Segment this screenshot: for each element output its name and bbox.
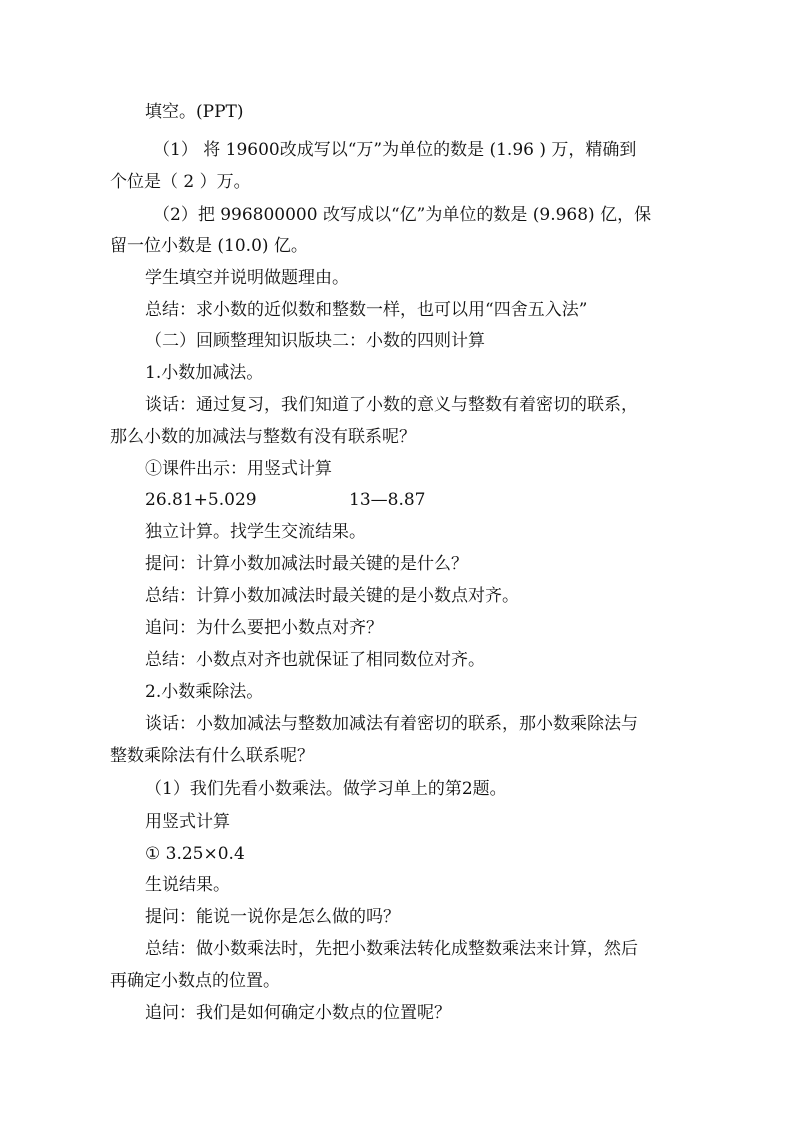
paragraph-independent-calc: 独立计算。找学生交流结果。 — [145, 522, 366, 542]
paragraph-question-key: 提问：计算小数加减法时最关键的是什么？ — [145, 554, 468, 574]
paragraph-summary-digit: 总结：小数点对齐也就保证了相同数位对齐。 — [145, 650, 485, 670]
paragraph-talk-1-line-2: 那么小数的加减法与整数有没有联系呢？ — [110, 427, 416, 447]
question-1-line-2: 个位是（ 2 ）万。 — [110, 172, 251, 192]
paragraph-student-fill: 学生填空并说明做题理由。 — [145, 268, 349, 288]
paragraph-question-how: 提问：能说一说你是怎么做的吗？ — [145, 907, 400, 927]
paragraph-talk-2-line-1: 谈话：小数加减法与整数加减法有着密切的联系，那小数乘除法与 — [145, 714, 638, 734]
expression-subtraction: 13—8.87 — [349, 490, 426, 510]
question-1-line-1: （1） 将 19600改成写以“万”为单位的数是 (1.96 ) 万，精确到 — [153, 140, 637, 160]
expression-addition: 26.81+5.029 — [145, 490, 257, 510]
paragraph-summary-align: 总结：计算小数加减法时最关键的是小数点对齐。 — [145, 586, 519, 606]
subheading-multiplication-division: 2.小数乘除法。 — [145, 682, 264, 702]
question-2-line-2: 留一位小数是 (10.0) 亿。 — [110, 236, 308, 256]
paragraph-summary-multiply-line-1: 总结：做小数乘法时，先把小数乘法转化成整数乘法来计算，然后 — [145, 939, 638, 959]
paragraph-student-result: 生说结果。 — [145, 875, 230, 895]
paragraph-vertical-calc: 用竖式计算 — [145, 812, 230, 832]
section-heading-arithmetic: （二）回顾整理知识版块二：小数的四则计算 — [145, 331, 485, 351]
paragraph-talk-2-line-2: 整数乘除法有什么联系呢？ — [110, 746, 314, 766]
paragraph-talk-1-line-1: 谈话：通过复习，我们知道了小数的意义与整数有着密切的联系， — [145, 395, 638, 415]
paragraph-summary-rounding: 总结：求小数的近似数和整数一样，也可以用“四舍五入法” — [145, 300, 588, 320]
paragraph-summary-multiply-line-2: 再确定小数点的位置。 — [110, 971, 280, 991]
expression-multiplication: ① 3.25×0.4 — [145, 844, 245, 864]
fill-blank-heading: 填空。(PPT) — [145, 102, 244, 122]
paragraph-multiplication-intro: （1）我们先看小数乘法。做学习单上的第2题。 — [145, 779, 507, 799]
subheading-addition-subtraction: 1.小数加减法。 — [145, 363, 264, 383]
paragraph-followup-align: 追问：为什么要把小数点对齐？ — [145, 618, 383, 638]
question-2-line-1: （2）把 996800000 改写成以“亿”为单位的数是 (9.968) 亿，保 — [153, 205, 652, 225]
paragraph-courseware: ①课件出示：用竖式计算 — [145, 459, 332, 479]
paragraph-followup-point: 追问：我们是如何确定小数点的位置呢？ — [145, 1003, 451, 1023]
